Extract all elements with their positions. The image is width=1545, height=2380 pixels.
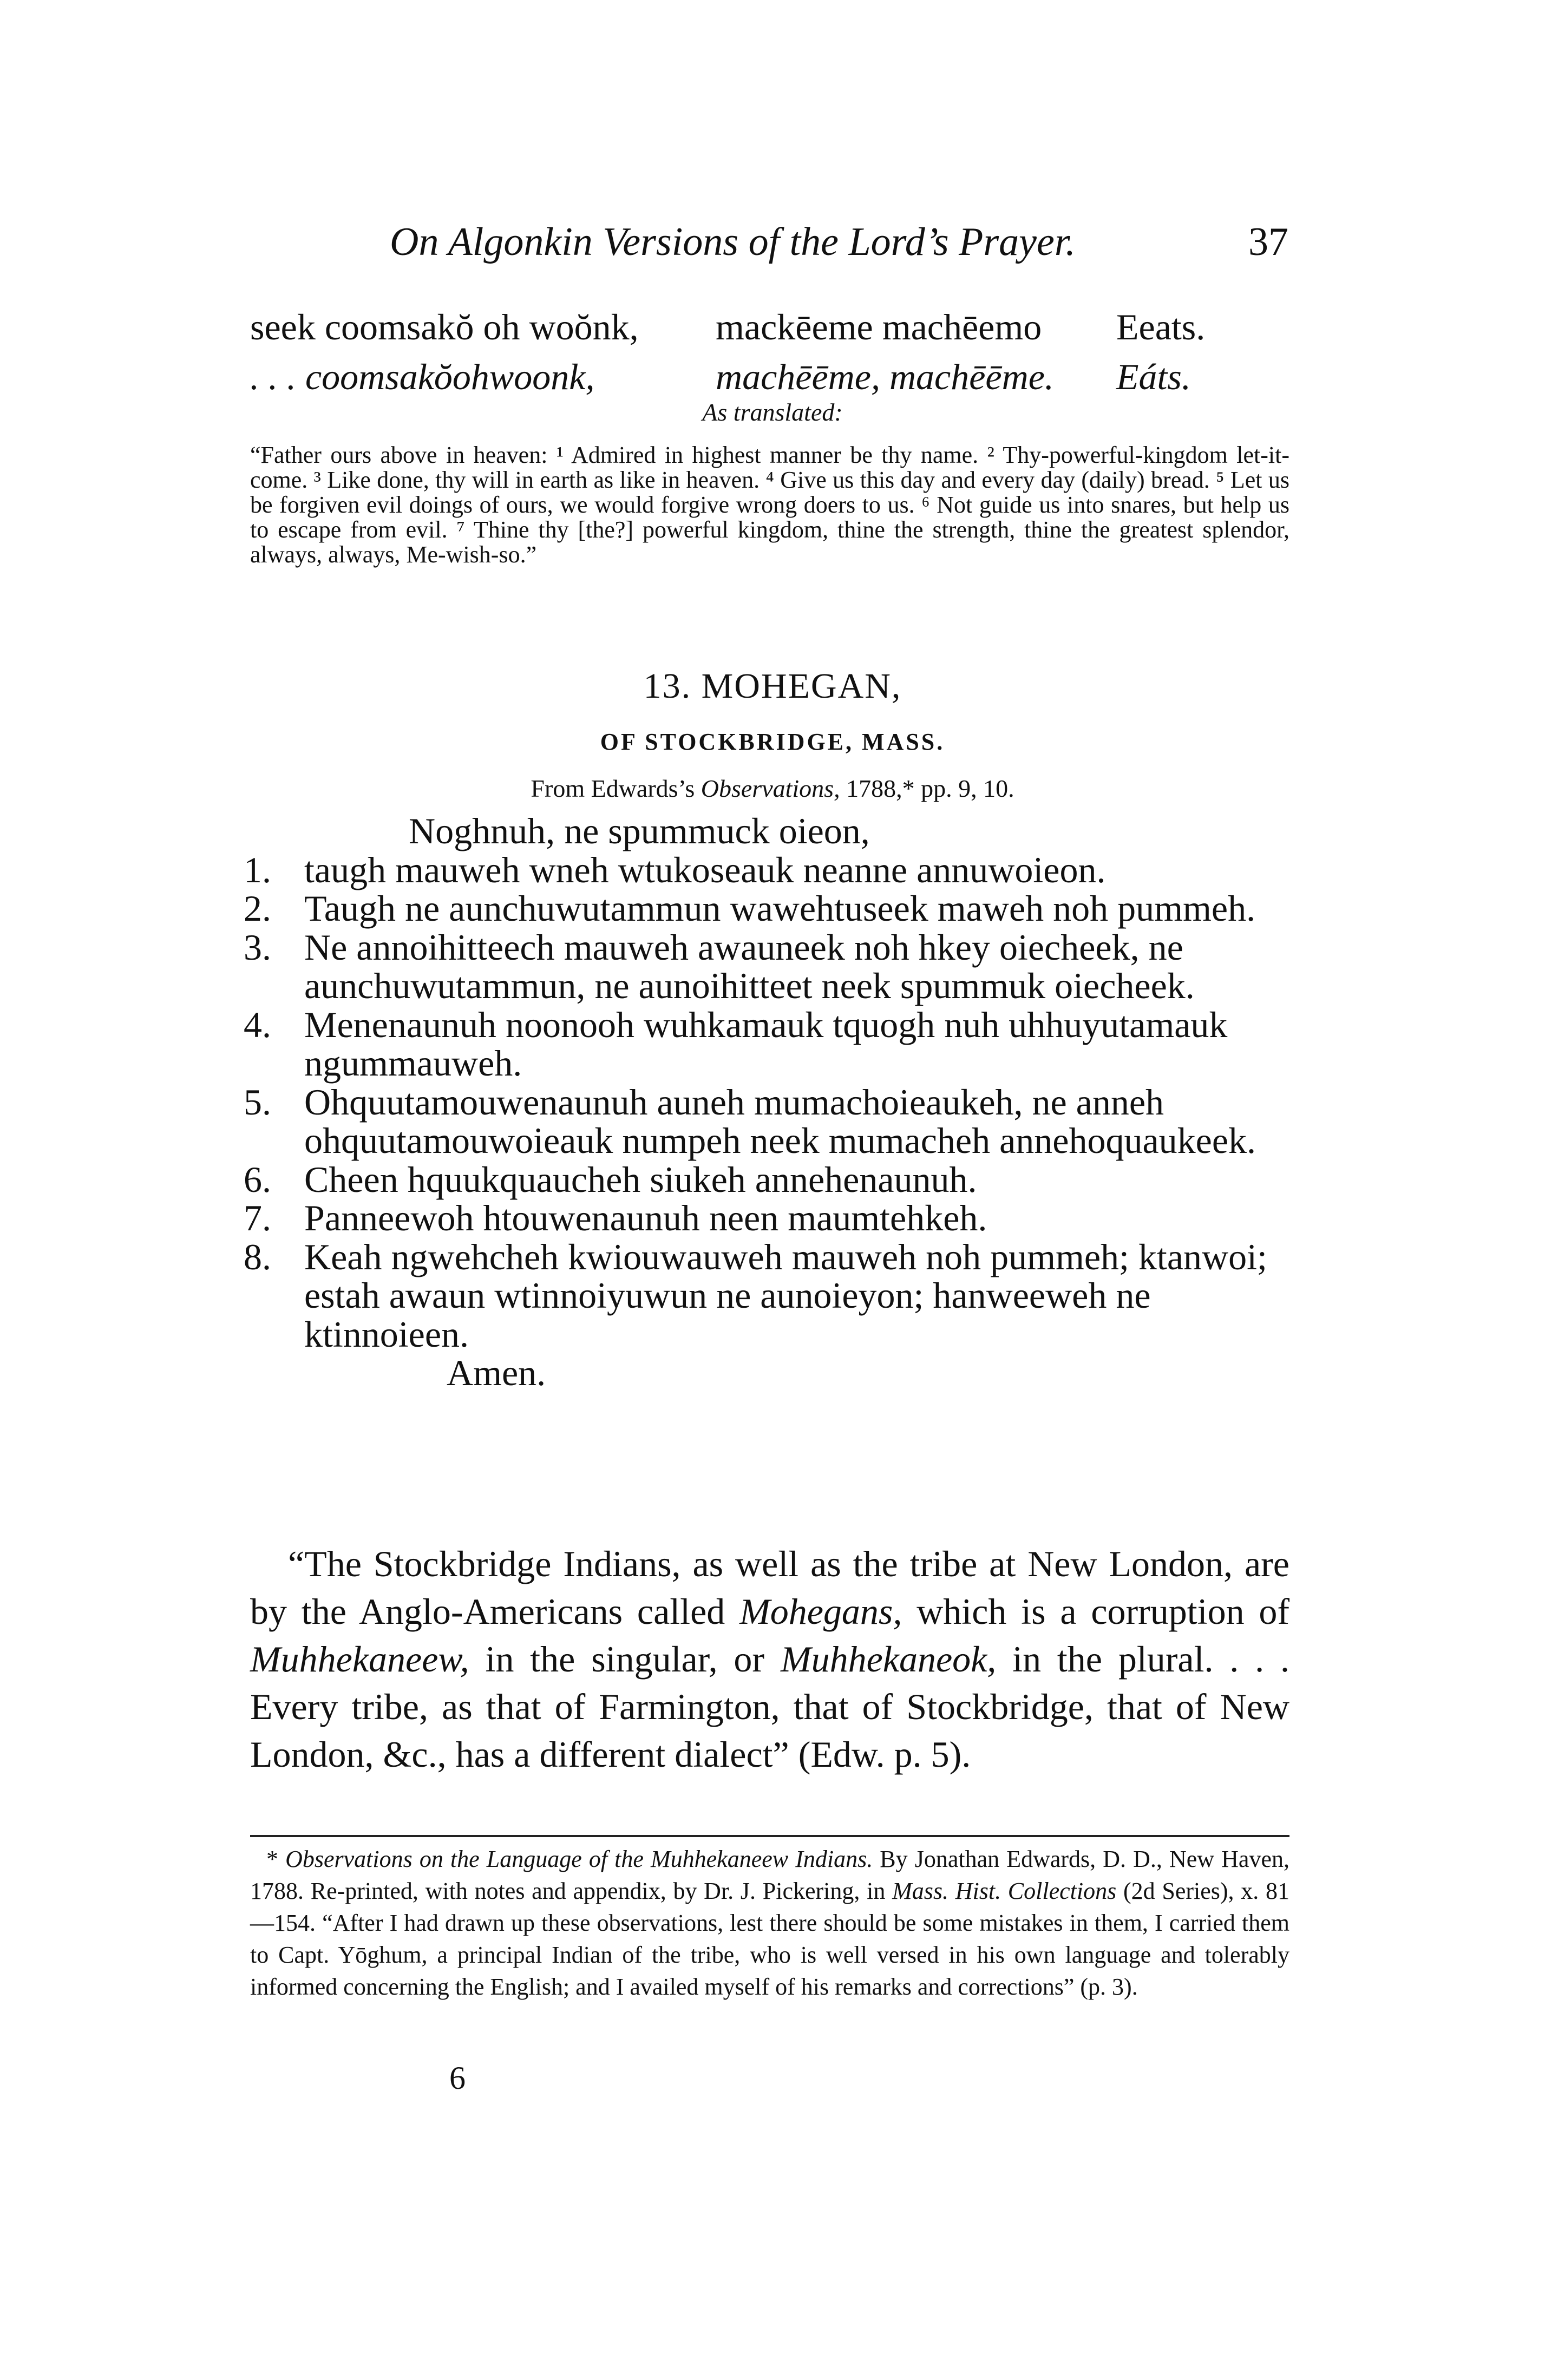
prayer-line-5 [244,1083,1294,1161]
quote-part-4: in the plural. . . . Every tribe, as that of Farmington, that of Stockbridge, that of New London, &c., has a different dialect” (Edw. p. 5). [250,1638,1290,1775]
prayer-line-text: Taugh ne aunchuwutammun wawehtuseek maweh noh pummeh. [304,888,1256,929]
footnote-divider [250,1835,1289,1837]
prayer-line-1 [244,851,1294,890]
footnote-text-2: (2d Series), x. 81—154. “After I had drawn up these observations, lest there should be some mistakes in them, I carried them to Capt. Yōghum, a principal Indian of the tribe, who is well versed in his own language and tolerably informed concerning the English; and I availed myself of his remarks and corrections” (p. 3). [250,1878,1289,2000]
prayer-line-6 [244,1158,1294,1200]
translation-text: “Father ours above in heaven: ¹ Admired in highest manner be thy name. ² Thy-powerful-kingdom let-it-come. ³ Like done, thy will in earth as like in heaven. ⁴ Give us this day and every day (daily) bread. ⁵ Let us be forgiven evil doings of ours, we would forgive wrong doers to us. ⁶ Not guide us into snares, but help us to escape from evil. ⁷ Thine thy [the?] powerful kingdom, thine the strength, thine the greatest splendor, always, always, Me-wish-so.” [250,442,1289,568]
original-text-block [250,302,1289,410]
prayer-line-number: 1. [244,849,271,890]
prayer-line-number: 3. [244,926,271,968]
quote-term-muhhekaneok: Muhhekaneok, [780,1638,997,1680]
quote-part-1: “The Stockbridge Indians, as well as the tribe at New London, are by the Anglo-Americans called [250,1543,1289,1632]
footnote-marker: * [266,1846,278,1872]
prayer-line-number: 2. [244,888,271,929]
footnote [250,1843,1289,2003]
original-line-1-part-2: mackēeme machēemo [716,306,1042,348]
prayer-line-number: 6. [244,1158,271,1200]
original-line-2-part-1: . . . coomsakŏohwoonk, [250,356,595,397]
footnote-paragraph [250,1843,1289,2003]
prayer-line-text: Panneewoh htouwenaunuh neen maumtehkeh. [304,1197,987,1238]
quote-term-muhhekaneew: Muhhekaneew, [250,1638,469,1680]
translated-label: As translated: [702,398,843,426]
page-header [390,219,1288,284]
prayer-line-8 [244,1238,1294,1354]
quote-term-mohegans: Mohegans, [739,1591,902,1632]
prayer-line-3 [244,928,1294,1006]
prayer-line-7 [244,1199,1294,1238]
original-line-2-part-2: machēēme, machēēme. [716,356,1054,397]
section-subtitle: OF STOCKBRIDGE, MASS. [600,729,945,755]
prayer-opening: Noghnuh, ne spummuck oieon, [409,810,870,851]
running-title: On Algonkin Versions of the Lord’s Prayer. [390,220,1076,264]
prayer-line-number: 5. [244,1081,271,1123]
footnote-title: Observations on the Language of the Muhhekaneew Indians. [285,1846,873,1872]
footnote-text-1: By Jonathan Edwards, D. D., New Haven, 1788. Re-printed, with notes and appendix, by Dr. J. Pickering, in [250,1846,1289,1904]
prayer-line-text: Ohquutamouwenaunuh auneh mumachoieaukeh, ne anneh ohquutamouwoieauk numpeh neek mumacheh annehoquaukeek. [304,1081,1256,1161]
source-work: Observations, [701,775,840,802]
prayer-line-text: Keah ngwehcheh kwiouwauweh mauweh noh pummeh; ktanwoi; estah awaun wtinnoiyuwun ne aunoieyon; hanweeweh ne ktinnoieen. [304,1236,1267,1355]
original-line-1 [250,302,1289,352]
footnote-source: Mass. Hist. Collections [892,1878,1117,1904]
section-source [0,774,1545,803]
section-title: 13. MOHEGAN, [643,666,902,706]
signature-mark: 6 [449,2060,466,2096]
page-number: 37 [1248,220,1288,264]
mohegan-prayer [244,812,1294,1393]
prayer-line-text: Cheen hquukquaucheh siukeh annehenaunuh. [304,1158,977,1200]
prayer-line-2 [244,889,1294,928]
quotation-block [250,1540,1289,1778]
original-line-2-part-3: Eáts. [1116,356,1191,397]
prayer-line-4 [244,1006,1294,1083]
prayer-line-number: 8. [244,1236,271,1277]
prayer-line-text: Menenaunuh noonooh wuhkamauk tquogh nuh uhhuyutamauk ngummauweh. [304,1004,1228,1084]
source-suffix: 1788,* pp. 9, 10. [846,775,1014,802]
prayer-amen: Amen. [447,1352,546,1393]
prayer-line-text: taugh mauweh wneh wtukoseauk neanne annuwoieon. [304,849,1106,890]
original-line-2 [250,352,1289,402]
quotation-paragraph [250,1540,1289,1778]
original-line-1-part-1: seek coomsakŏ oh woŏnk, [250,306,639,348]
quote-part-3: in the singular, or [485,1638,765,1680]
prayer-line-text: Ne annoihitteech mauweh awauneek noh hkey oiecheek, ne aunchuwutammun, ne aunoihitteet neek spummuk oiecheek. [304,926,1195,1006]
translation-paragraph [250,443,1289,567]
prayer-line-number: 4. [244,1004,271,1045]
source-prefix: From Edwards’s [531,775,695,802]
quote-part-2: which is a corruption of [916,1591,1290,1632]
original-line-1-part-3: Eeats. [1116,306,1206,348]
prayer-line-number: 7. [244,1197,271,1238]
